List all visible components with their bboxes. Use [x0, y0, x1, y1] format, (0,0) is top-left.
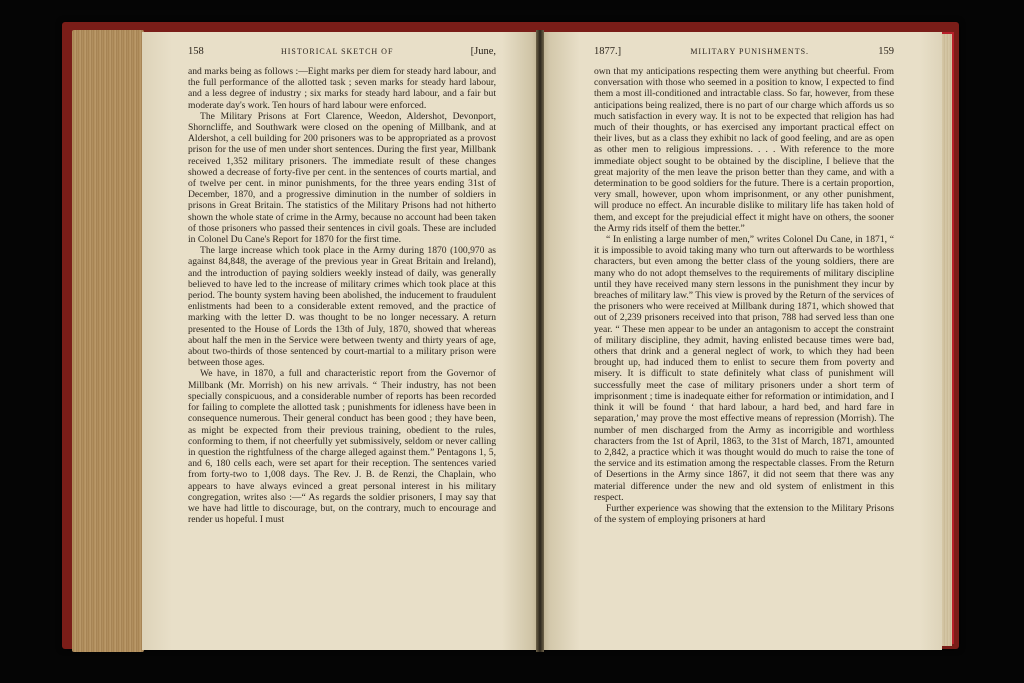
paragraph: and marks being as follows :—Eight marks per diem for steady hard labour, and the full performance of the allotted task ; seven marks for steady hard labour, and a less degree of industry ; six marks for steady hard labour, and a fair but moderate day's work. Ten hours of hard labour were enforced. — [188, 66, 496, 111]
paragraph: Further experience was showing that the extension to the Military Prisons of the system of employing prisoners at hard — [594, 502, 894, 526]
left-page-text — [188, 66, 496, 525]
right-page-text — [594, 66, 894, 525]
paragraph: We have, in 1870, a full and characteristic report from the Governor of Millbank (Mr. Morrish) on his new arrivals. “ Their industry, has not been specially conspicuous, and a considerable number of reports has been recorded for failing to complete the allotted task ; punishments for idleness have been in consequence numerous. Their general conduct has been good ; they have been, as might be expected from their previous training, obedient to the rules, conforming to them, if not cheerfully yet submissively, seldom or never calling in question the rightfulness of the charge alleged against them.” Pentagons 1, 5, and 6, 180 cells each, were set apart for their reception. The sentences varied from forty-two to 1,008 days. The Rev. J. B. de Renzi, the Chaplain, who appears to have always evinced a great personal interest in his military congregation, writes also :—“ As regards the soldier prisoners, I may say that we have had little to discourage, but, on the contrary, much to encourage and render us hopeful. I must — [188, 368, 496, 526]
running-head-date: 1877.] — [594, 46, 622, 57]
running-head-date: [June, — [470, 46, 496, 57]
running-head: HISTORICAL SKETCH OF — [280, 47, 394, 56]
paragraph: The large increase which took place in the Army during 1870 (100,970 as against 84,848, the average of the previous year in Great Britain and Ireland), and the introduction of paying soldiers weekly instead of daily, was generally believed to have led to the increase of military crimes which took place at this period. The bounty system having been abolished, the inducement to fraudulent enlistments had been to a considerable extent removed, and the practice of marking with the letter D. was thought to be no longer necessary. A return presented to the House of Lords the 13th of July, 1870, showed that whereas about half the men in the Service were between twenty and thirty years of age, about two-thirds of those sentenced by court-martial to a military prison were between those ages. — [188, 245, 496, 369]
left-page-header — [188, 46, 496, 60]
running-head: MILITARY PUNISHMENTS. — [690, 47, 810, 56]
page-number: 159 — [878, 46, 894, 57]
paragraph: The Military Prisons at Fort Clarence, Weedon, Aldershot, Devonport, Shorncliffe, and Southwark were closed on the opening of Millbank, and at Aldershot, a cell building for 200 prisoners was to be appropriated as a provost prison for the use of men under short sentences. During the first year, Millbank received 1,352 military prisoners. The immediate result of these changes showed a decrease of forty-five per cent. in the sentences of courts martial, and of twelve per cent. in minor punishments, for the three years ending 31st of December, 1870, and a progressive diminution in the number of soldiers in prisons in Great Britain. The statistics of the Military Prisons had not hitherto shown the whole state of crime in the Army, because no account had been taken of those prisoners who passed their sentences in civil goals. These are included in Colonel Du Cane's Report for 1870 for the first time. — [188, 110, 496, 246]
book-gutter — [536, 30, 544, 652]
paragraph: “ In enlisting a large number of men,” writes Colonel Du Cane, in 1871, “ it is impossible to avoid taking many who turn out afterwards to be worthless characters, but even among the better class of the young soldiers, there are many who do not adopt themselves to the requirements of military discipline until they have received many stern lessons in the punishment they incur by breaches of military law.” This view is proved by the Return of the services of the prisoners who were received at Millbank during 1871, which showed that out of 2,239 prisoners received into that prison, 788 had served less than one year. “ These men appear to be under an antagonism to accept the constraint of military discipline, they admit, having enlisted because times were bad, others that drink and a general neglect of work, to which they had been brought up, had induced them to enlist to secure them from poverty and misery. It is difficult to state definitely what class of punishment will successfully meet the case of military prisoners under a short term of imprisonment ; time is inadequate either for reformation or intimidation, and I think it will be found ‘ that hard labour, a hard bed, and hard fare in separation,’ may prove the most effective means of repression (Morrish). The number of men discharged from the Army as incorrigible and worthless characters from the 1st of April, 1863, to the 31st of March, 1871, amounted to 2,842, a practice which it was thought would do much to raise the tone of the service and its estimation among the respectable classes. From the Return of Desertions in the Army since 1867, it did not seem that there was any material difference under the new and old system of enlistment in this respect. — [594, 234, 894, 503]
left-page — [142, 32, 540, 650]
page-block-edge — [72, 30, 144, 652]
page-number: 158 — [188, 46, 204, 57]
right-page-header — [594, 46, 894, 60]
right-page — [540, 32, 942, 650]
paragraph: own that my anticipations respecting them were anything but cheerful. From conversation with those who seemed in a position to know, I expected to find them a most ill-conditioned and intractable class. So far, however, from these anticipations being realized, there is no part of our charge which affords us so much satisfaction in every way. It is not to be expected that religion has had much of their thoughts, or has exercised any important practical effect on their lives, but as a class they exhibit no lack of good feeling, and are as open as other men to religious impressions. . . . With reference to the more immediate object sought to be obtained by the discipline, I believe that the great majority of the men leave the prison better than they came, and with a determination to be good soldiers for the future. There is a certain proportion, very small, however, upon whom imprisonment, or any other punishment, will produce no effect. An incurable dislike to military life has taken hold of them, and except for the prejudicial effect it might have on others, the sooner the Army rids itself of them the better.” — [594, 66, 894, 234]
